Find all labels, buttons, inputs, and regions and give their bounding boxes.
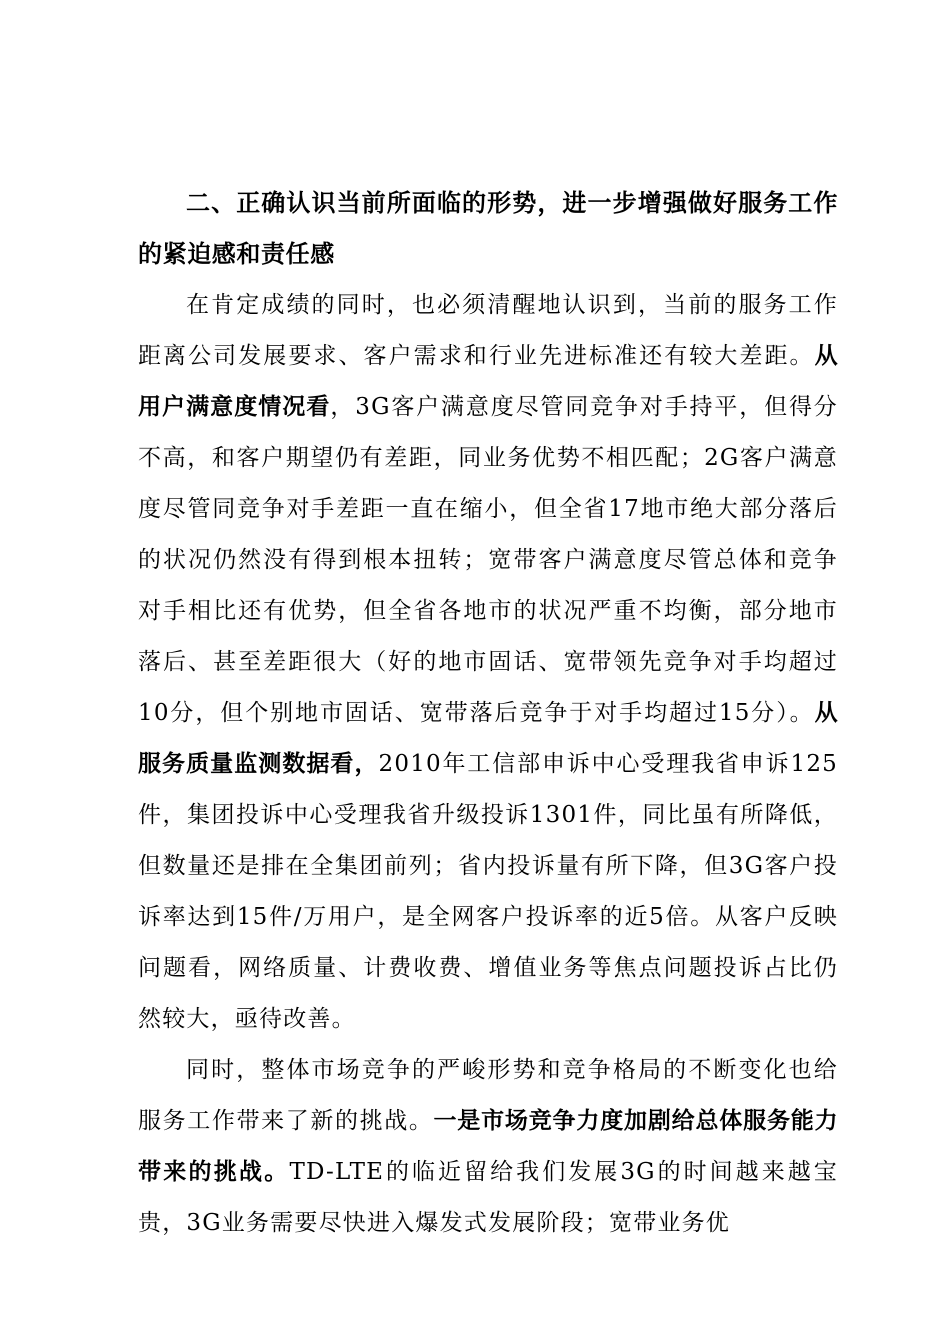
document-page bbox=[138, 178, 838, 1249]
paragraph-text: 在肯定成绩的同时，也必须清醒地认识到，当前的服务工作距离公司发展要求、客户需求和行业先进标准还有较大差距。 bbox=[138, 292, 838, 369]
paragraph-service-gap bbox=[138, 280, 838, 1045]
paragraph-text: TD-LTE的临近留给我们发展3G的时间越来越宝贵，3G业务需要尽快进入爆发式发展阶段；宽带业务优 bbox=[138, 1159, 838, 1236]
paragraph-text: 2010年工信部申诉中心受理我省申诉125件，集团投诉中心受理我省升级投诉1301件，同比虽有所降低，但数量还是排在全集团前列；省内投诉量有所下降，但3G客户投诉率达到15件/万用户，是全网客户投诉率的近5倍。从客户反映问题看，网络质量、计费收费、增值业务等焦点问题投诉占比仍然较大，亟待改善。 bbox=[138, 751, 838, 1032]
paragraph-text: 同时，整体市场竞争的严峻形势和竞争格局的不断变化也给服务工作带来了新的挑战。 bbox=[138, 1057, 838, 1134]
bold-lead-quality-monitoring: 从服务质量监测数据看， bbox=[138, 700, 838, 777]
paragraph-text: ，3G客户满意度尽管同竞争对手持平，但得分不高，和客户期望仍有差距，同业务优势不相匹配；2G客户满意度尽管同竞争对手差距一直在缩小，但全省17地市绝大部分落后的状况仍然没有得到根本扭转；宽带客户满意度尽管总体和竞争对手相比还有优势，但全省各地市的状况严重不均衡，部分地市落后、甚至差距很大（好的地市固话、宽带领先竞争对手均超过10分，但个别地市固话、宽带落后竞争于对手均超过15分）。 bbox=[138, 394, 838, 726]
bold-lead-market-competition: 一是市场竞争力度加剧给总体服务能力带来的挑战。 bbox=[138, 1108, 838, 1185]
section-heading: 二、正确认识当前所面临的形势，进一步增强做好服务工作的紧迫感和责任感 bbox=[138, 189, 838, 268]
paragraph-new-challenges bbox=[138, 1045, 838, 1249]
bold-lead-satisfaction: 从用户满意度情况看 bbox=[138, 343, 838, 420]
